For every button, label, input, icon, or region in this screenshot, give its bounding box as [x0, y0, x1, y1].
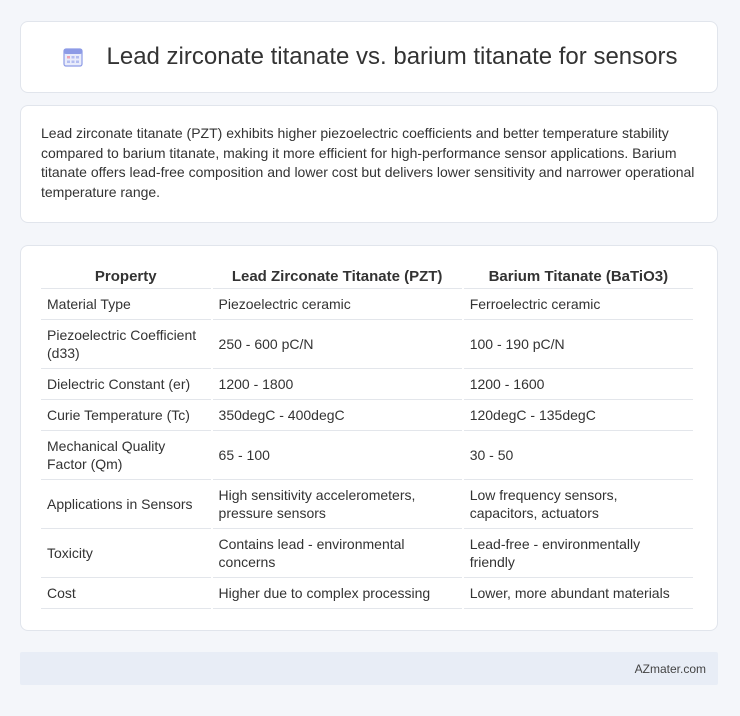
table-row — [41, 480, 693, 529]
property-cell: Curie Temperature (Tc) — [41, 400, 211, 431]
pzt-cell: Contains lead - environmental concerns — [213, 529, 462, 578]
column-header-batio3: Barium Titanate (BaTiO3) — [464, 266, 693, 289]
comparison-table — [39, 266, 695, 609]
property-cell: Applications in Sensors — [41, 480, 211, 529]
column-header-property: Property — [41, 266, 211, 289]
pzt-cell: 350degC - 400degC — [213, 400, 462, 431]
table-header-row — [41, 266, 693, 289]
property-cell: Mechanical Quality Factor (Qm) — [41, 431, 211, 480]
batio3-cell: 30 - 50 — [464, 431, 693, 480]
table-row — [41, 289, 693, 320]
comparison-table-card — [20, 245, 718, 631]
calendar-icon — [61, 45, 85, 69]
pzt-cell: 65 - 100 — [213, 431, 462, 480]
property-cell: Cost — [41, 578, 211, 609]
summary-card — [20, 105, 718, 223]
batio3-cell: 1200 - 1600 — [464, 369, 693, 400]
table-row — [41, 400, 693, 431]
pzt-cell: 1200 - 1800 — [213, 369, 462, 400]
table-row — [41, 529, 693, 578]
title-card — [20, 21, 718, 93]
pzt-cell: High sensitivity accelerometers, pressure sensors — [213, 480, 462, 529]
footer-bar — [20, 652, 718, 685]
page-title: Lead zirconate titanate vs. barium titanate for sensors — [106, 43, 678, 70]
pzt-cell: 250 - 600 pC/N — [213, 320, 462, 369]
property-cell: Material Type — [41, 289, 211, 320]
property-cell: Toxicity — [41, 529, 211, 578]
batio3-cell: Lower, more abundant materials — [464, 578, 693, 609]
pzt-cell: Piezoelectric ceramic — [213, 289, 462, 320]
property-cell: Dielectric Constant (er) — [41, 369, 211, 400]
table-row — [41, 431, 693, 480]
pzt-cell: Higher due to complex processing — [213, 578, 462, 609]
footer-brand[interactable]: AZmater.com — [634, 661, 706, 676]
table-row — [41, 320, 693, 369]
batio3-cell: Ferroelectric ceramic — [464, 289, 693, 320]
table-row — [41, 578, 693, 609]
batio3-cell: Lead-free - environmentally friendly — [464, 529, 693, 578]
batio3-cell: 100 - 190 pC/N — [464, 320, 693, 369]
batio3-cell: Low frequency sensors, capacitors, actuators — [464, 480, 693, 529]
table-row — [41, 369, 693, 400]
property-cell: Piezoelectric Coefficient (d33) — [41, 320, 211, 369]
column-header-pzt: Lead Zirconate Titanate (PZT) — [213, 266, 462, 289]
summary-text: Lead zirconate titanate (PZT) exhibits higher piezoelectric coefficients and better temperature stability compared to barium titanate, making it more efficient for high-performance sensor applications. Barium titanate offers lead-free composition and lower cost but delivers lower sensitivity and narrower operational temperature range. — [41, 125, 695, 200]
batio3-cell: 120degC - 135degC — [464, 400, 693, 431]
